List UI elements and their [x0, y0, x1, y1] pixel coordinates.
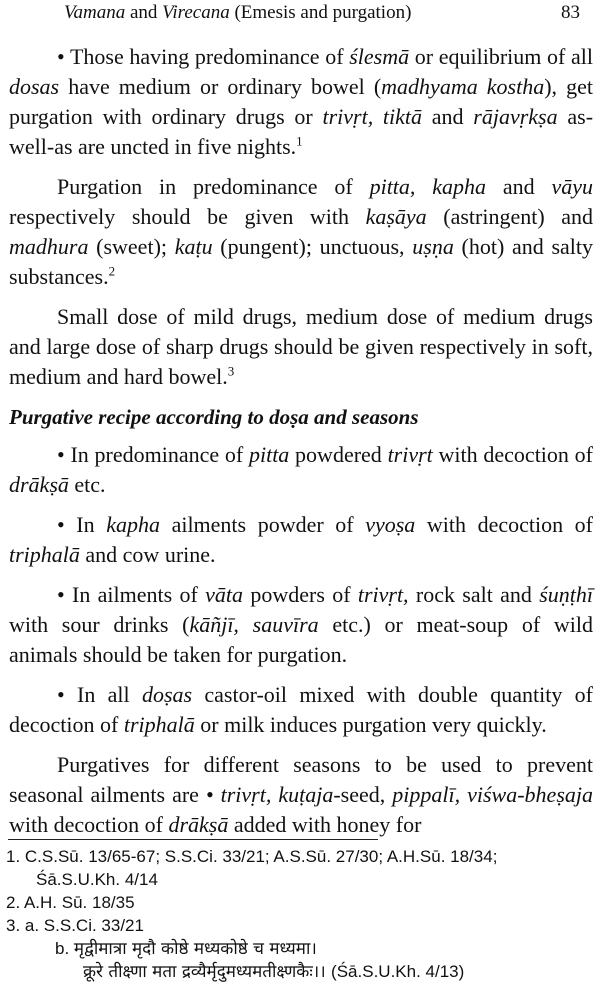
- text-run: In ailments of: [72, 582, 206, 607]
- text-run: castor-oil mixed with double quantity of decoction of: [9, 682, 593, 737]
- text-run: ailments powder of: [159, 512, 366, 537]
- text-run: In predominance of: [70, 442, 249, 467]
- term: drākṣā: [168, 812, 229, 837]
- term: uṣṇa: [412, 234, 454, 259]
- sanskrit-verse-line-1: मृद्वीमात्रा मृदौ कोष्ठे मध्यकोष्ठे च मध्यमा।: [73, 939, 317, 959]
- bullet-vata: [9, 580, 593, 670]
- text-run: and: [422, 104, 474, 129]
- term: madhyama kostha: [381, 74, 545, 99]
- text-run: Small dose of mild drugs, medium dose of medium drugs and large dose of sharp drugs should be given respectively in soft, medium and hard bowel.: [9, 304, 593, 389]
- text-run: Those having predominance of: [69, 44, 350, 69]
- text-run: have medium or ordinary bowel (: [59, 74, 382, 99]
- bullet-pitta: [9, 440, 593, 500]
- footnote-3b: [6, 938, 586, 960]
- text-run: or milk induces purgation very quickly.: [194, 712, 547, 737]
- footnote-2: 2. A.H. Sū. 18/35: [6, 893, 135, 912]
- text-run: In all: [77, 682, 142, 707]
- paragraph-seasonal-purgatives: [9, 750, 593, 840]
- text-run: Purgatives for different seasons to be used to prevent seasonal ailments are: [9, 752, 593, 807]
- text-run: and: [486, 174, 552, 199]
- text-run: etc.) or meat-soup of wild animals should be taken for purgation.: [9, 612, 594, 667]
- term: rājavṛkṣa: [473, 104, 558, 129]
- text-run: rock salt and: [408, 582, 540, 607]
- term: trivṛt, tiktā: [322, 104, 423, 129]
- title-term-vamana: Vamana: [64, 2, 126, 23]
- term: kuṭaja: [278, 782, 334, 807]
- text-run: powdered: [289, 442, 388, 467]
- text-run: (astringent) and: [426, 204, 594, 229]
- text-run: powders of: [243, 582, 358, 607]
- footnotes: [6, 846, 586, 984]
- term: vāyu: [551, 174, 594, 199]
- page-number: 83: [561, 2, 580, 23]
- running-header: [64, 2, 580, 28]
- text-run: with decoction of: [415, 512, 593, 537]
- sanskrit-verse-line-2: क्रूरे तीक्ष्णा मता द्रव्यैर्मृदुमध्यमतीक्ष्णकैः।।: [83, 962, 332, 982]
- running-title: [64, 2, 411, 24]
- term: vyoṣa: [365, 512, 416, 537]
- text-run: ), get purgation with ordinary drugs or: [9, 74, 594, 129]
- term: dosas: [9, 74, 60, 99]
- text-run: (sweet);: [88, 234, 175, 259]
- text-run: Purgation in predominance of: [57, 174, 370, 199]
- term: vāta: [205, 582, 244, 607]
- title-connector: and: [125, 2, 163, 23]
- title-subtitle: (Emesis and purgation): [229, 2, 412, 23]
- text-run: (hot) and salty substances.: [9, 234, 593, 289]
- term: pitta, kapha: [369, 174, 487, 199]
- term: drākṣā: [9, 472, 69, 497]
- footnote-ref-1[interactable]: 1: [296, 133, 303, 149]
- paragraph-ordinary-bowel: [9, 42, 593, 162]
- text-run: -seed,: [333, 782, 393, 807]
- footnote-3a: 3. a. S.S.Ci. 33/21: [6, 916, 144, 935]
- term: kaṭu: [174, 234, 213, 259]
- term: kāñjī, sauvīra: [189, 612, 319, 637]
- footnote-1: 1. C.S.Sū. 13/65-67; S.S.Ci. 33/21; A.S.Sū. 27/30; A.H.Sū. 18/34;: [6, 847, 498, 866]
- term: trivṛt,: [357, 582, 409, 607]
- page-body: [9, 42, 593, 850]
- text-run: with decoction of: [9, 812, 169, 837]
- bullet-all-dosas: [9, 680, 593, 740]
- footnote-3b-label: b.: [55, 939, 74, 958]
- paragraph-dose-bowel: [9, 302, 593, 392]
- text-run: with sour drinks (: [9, 612, 190, 637]
- term: pippalī, viśwa-bheṣaja: [392, 782, 593, 807]
- term: pitta: [248, 442, 290, 467]
- footnote-3c: [6, 961, 586, 983]
- text-run: as-well-as are uncted in five nights.: [9, 104, 594, 159]
- term: trivṛt: [387, 442, 433, 467]
- footnote-ref-3[interactable]: 3: [227, 363, 235, 379]
- term: kaṣāya: [365, 204, 427, 229]
- text-run: respectively should be given with: [9, 204, 366, 229]
- term: doṣas: [141, 682, 193, 707]
- paragraph-purgation-dosa: [9, 172, 593, 292]
- term: kapha: [106, 512, 160, 537]
- bullet-kapha: [9, 510, 593, 570]
- section-heading: Purgative recipe according to doṣa and seasons: [9, 405, 419, 429]
- text-run: In: [76, 512, 107, 537]
- term: śuṇṭhī: [539, 582, 593, 607]
- text-run: etc.: [68, 472, 106, 497]
- title-term-virecana: Virecana: [162, 2, 230, 23]
- footnote-1-continuation: Śā.S.U.Kh. 4/14: [36, 870, 158, 889]
- footnote-divider: [8, 839, 378, 840]
- text-run: (pungent); unctuous,: [212, 234, 413, 259]
- verse-reference: (Śā.S.U.Kh. 4/13): [331, 962, 465, 981]
- text-run: or equilibrium of all: [409, 44, 594, 69]
- footnote-ref-2[interactable]: 2: [108, 263, 116, 279]
- text-run: added with honey for: [228, 812, 422, 837]
- term: triphalā: [123, 712, 195, 737]
- term: • trivṛt,: [205, 782, 272, 807]
- term: ślesmā: [349, 44, 410, 69]
- term: madhura: [9, 234, 89, 259]
- text-run: with decoction of: [432, 442, 593, 467]
- term: triphalā: [9, 542, 80, 567]
- text-run: and cow urine.: [79, 542, 216, 567]
